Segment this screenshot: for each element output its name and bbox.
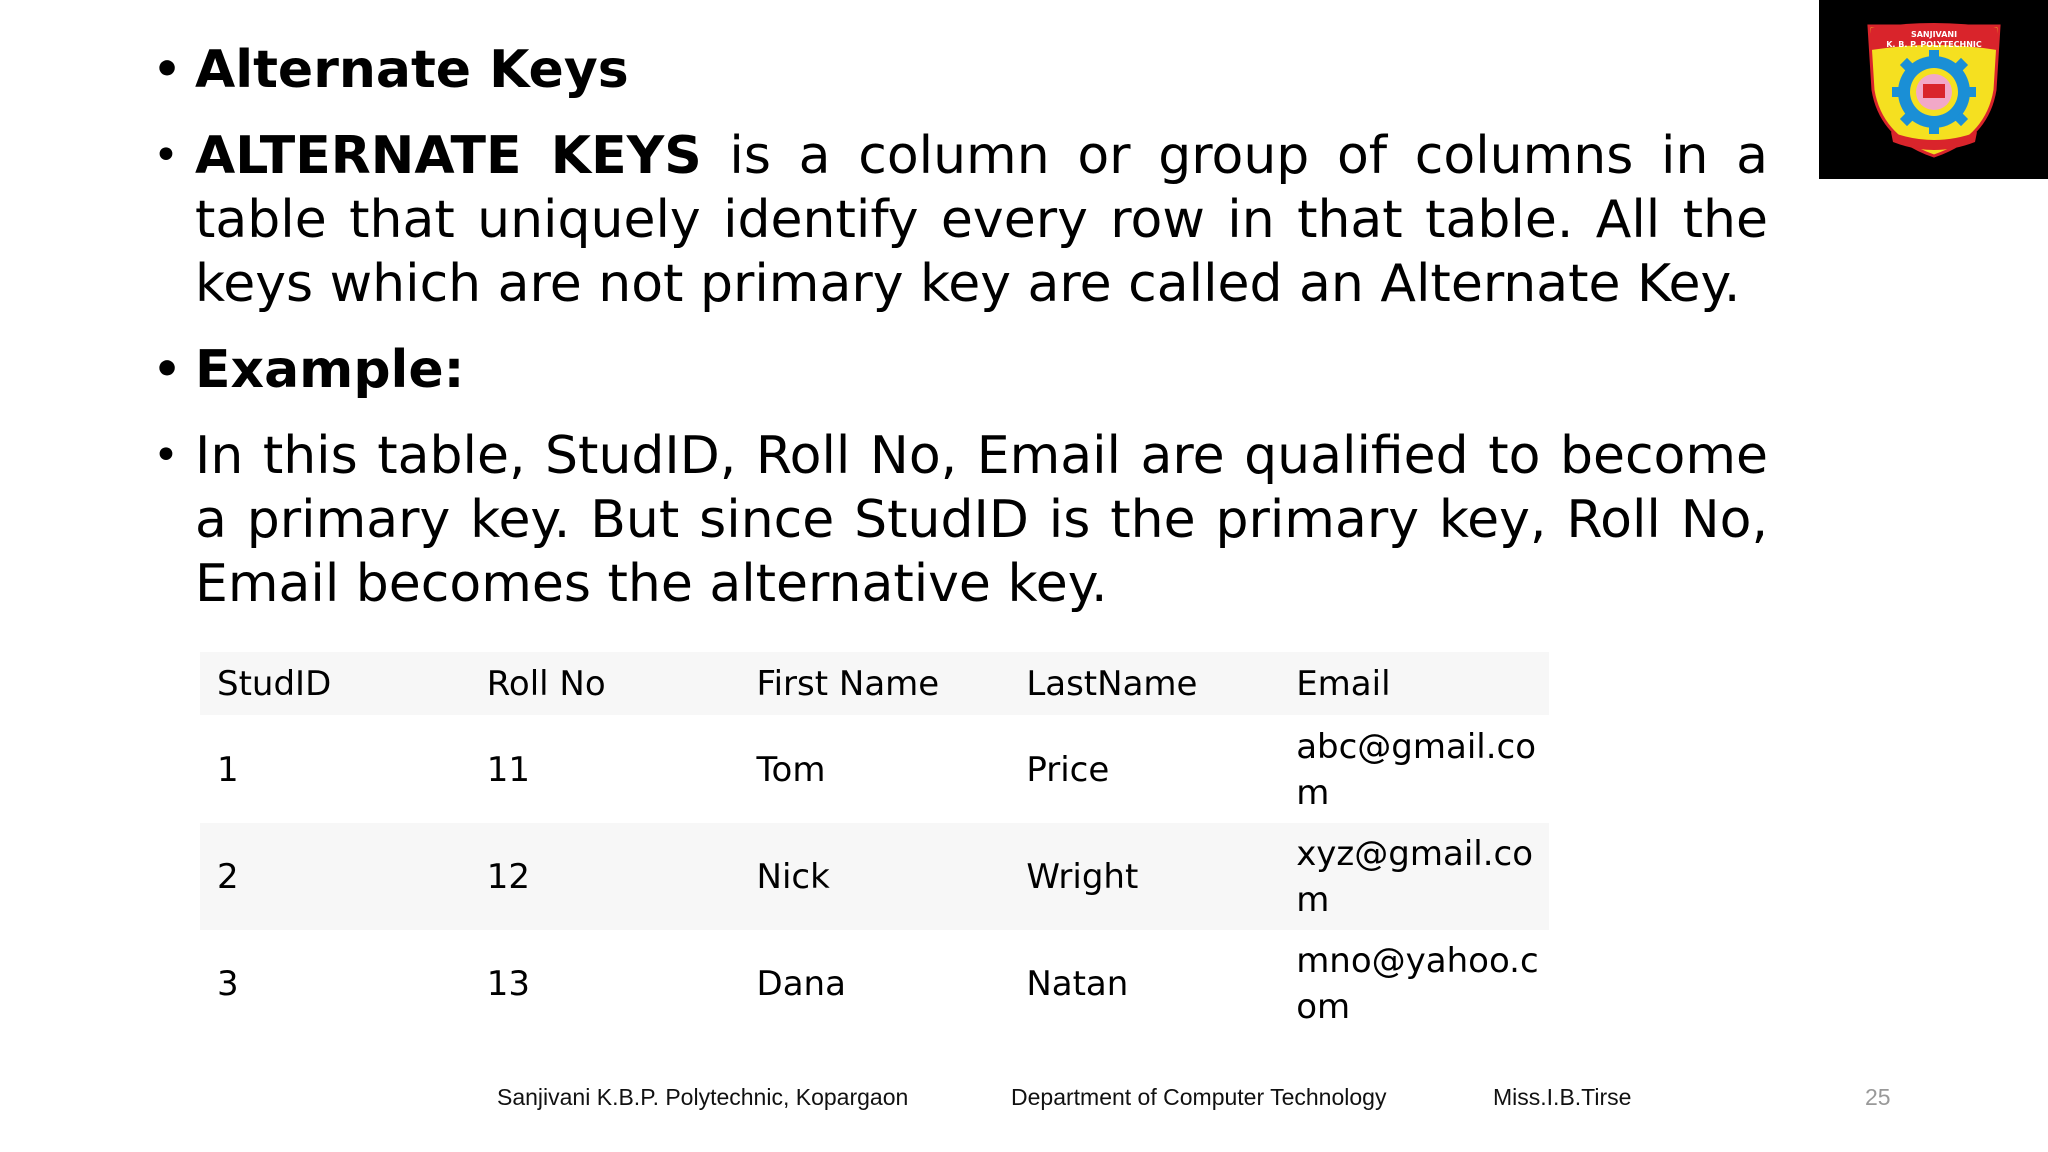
definition-term: ALTERNATE KEYS bbox=[195, 126, 702, 186]
table-cell: Nick bbox=[756, 856, 830, 897]
table-cell: 3 bbox=[217, 963, 239, 1004]
table-cell: 11 bbox=[486, 750, 531, 790]
sanjivani-kbp-polytechnic-crest-icon bbox=[1857, 20, 2011, 160]
table-cell: 2 bbox=[217, 856, 239, 897]
table-cell: Tom bbox=[756, 750, 826, 790]
column-header: Roll No bbox=[470, 652, 740, 716]
slide-body bbox=[153, 38, 1768, 638]
footer-department: Department of Computer Technology bbox=[1011, 1084, 1387, 1110]
table-row bbox=[200, 930, 1549, 1037]
heading-text: Alternate Keys bbox=[195, 40, 629, 100]
table-header-row bbox=[200, 652, 1549, 716]
bullet-alternate-keys-heading bbox=[153, 38, 1768, 102]
table-row bbox=[200, 716, 1549, 823]
footer-institution: Sanjivani K.B.P. Polytechnic, Kopargaon bbox=[497, 1084, 909, 1110]
table-cell: 1 bbox=[217, 750, 239, 790]
table-cell: xyz@gmail.com bbox=[1296, 833, 1534, 920]
table-cell: 12 bbox=[486, 856, 531, 897]
column-header: LastName bbox=[1009, 652, 1279, 716]
bullet-example-heading bbox=[153, 338, 1768, 402]
column-header: First Name bbox=[740, 652, 1010, 716]
table-cell: Wright bbox=[1026, 856, 1139, 897]
bullet-example-text bbox=[153, 424, 1768, 616]
table-cell: Price bbox=[1026, 750, 1110, 790]
footer-author: Miss.I.B.Tirse bbox=[1493, 1084, 1632, 1110]
table-cell: abc@gmail.com bbox=[1296, 727, 1537, 813]
column-header: StudID bbox=[200, 652, 470, 716]
page-number: 25 bbox=[1865, 1084, 1891, 1110]
college-logo bbox=[1819, 0, 2048, 179]
student-table bbox=[200, 652, 1549, 1037]
table-row bbox=[200, 823, 1549, 930]
column-header: Email bbox=[1279, 652, 1549, 716]
table-cell: 13 bbox=[486, 963, 531, 1004]
example-text: In this table, StudID, Roll No, Email are qualified to become a primary key. But since StudID is the primary key, Roll No, Email becomes the alternative key. bbox=[195, 426, 1768, 614]
table-cell: mno@yahoo.com bbox=[1296, 940, 1539, 1027]
bullet-definition bbox=[153, 124, 1768, 316]
table-cell: Natan bbox=[1026, 963, 1129, 1004]
heading-text: Example: bbox=[195, 340, 465, 400]
svg-text:K. B. P. POLYTECHNIC: K. B. P. POLYTECHNIC bbox=[1886, 40, 1982, 49]
definition-text: is a column or group of columns in a table that uniquely identify every row in that table. All the keys which are not primary key are called an Alternate Key. bbox=[195, 126, 1768, 314]
svg-text:SANJIVANI: SANJIVANI bbox=[1910, 30, 1958, 39]
table-cell: Dana bbox=[756, 963, 846, 1004]
